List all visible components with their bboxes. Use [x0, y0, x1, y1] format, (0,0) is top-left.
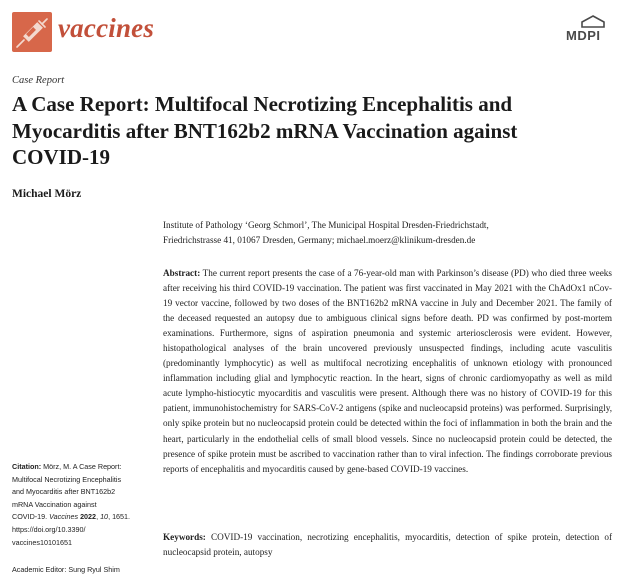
citation-line: Multifocal Necrotizing Encephalitis	[12, 474, 122, 484]
citation-year: 2022	[80, 512, 97, 522]
title-line: Myocarditis after BNT162b2 mRNA Vaccination against	[12, 118, 518, 143]
title-line: A Case Report: Multifocal Necrotizing Encephalitis and	[12, 92, 513, 116]
keywords	[163, 530, 612, 560]
affiliation-line: Institute of Pathology ‘Georg Schmorl’, The Municipal Hospital Dresden-Friedrichstadt,	[163, 220, 489, 230]
article-title	[12, 91, 592, 171]
citation-block: Citation: Mörz, M. A Case Report: Multifocal Necrotizing Encephalitis and Myocarditis after BNT162b2 mRNA Vaccination against COVID-19. Vaccines 2022, 10, 1651. https://doi.org/10.3390/ vaccines10101651	[12, 461, 152, 549]
citation-page: 1651.	[112, 512, 131, 522]
journal-name: vaccines	[58, 13, 155, 43]
author-name: Michael Mörz	[12, 188, 82, 200]
abstract-text: The current report presents the case of a 76-year-old man with Parkinson’s disease (PD) who died three weeks after receiving his third COVID-19 vaccination. The patient was first vaccinated in May 2021 with the ChAdOx1 nCov-19 vector vaccine, followed by two doses of the BNT162b2 mRNA vaccine in July and December 2021. The family of the deceased requested an autopsy due to ambiguous clinical signs before death. PD was confirmed by post-mortem examinations. Furthermore, signs of aspiration pneumonia and systemic arteriosclerosis were evident. However, histopathological analyses of the brain uncovered previously unsuspected findings, including acute vasculitis (predominantly lymphocytic) as well as multifocal necrotizing encephalitis of unknown etiology with pronounced inflammation including glial and lymphocytic reaction. In the heart, signs of chronic cardiomyopathy as well as mild acute lympho-histiocytic myocarditis and vasculitis were present. Although there was no history of COVID-19 for this patient, immunohistochemistry for SARS-CoV-2 antigens (spike and nucleocapsid proteins) was performed. Surprisingly, only spike protein but no nucleocapsid protein could be detected within the foci of inflammation in both the brain and the heart, particularly in the endothelial cells of small blood vessels. Since no nucleocapsid protein could be detected, the presence of spike protein must be ascribed to vaccination rather than to viral infection. The findings corroborate previous reports of encephalitis and myocarditis caused by gene-based COVID-19 vaccines.	[163, 268, 612, 474]
affiliation	[163, 218, 623, 248]
citation-doi-link[interactable]: vaccines10101651	[12, 537, 72, 547]
citation-volume: 10	[100, 512, 109, 522]
citation-line: COVID-19.	[12, 512, 48, 522]
abstract-label: Abstract:	[163, 268, 201, 278]
vaccines-logo-icon	[12, 12, 52, 52]
abstract	[163, 266, 612, 477]
mdpi-logo-text: MDPI	[566, 28, 601, 43]
citation-journal: Vaccines	[49, 512, 79, 522]
article-type: Case Report	[12, 75, 65, 86]
title-line: COVID-19	[12, 145, 110, 169]
citation-line: Mörz, M. A Case Report:	[41, 462, 122, 471]
citation-line: mRNA Vaccination against	[12, 499, 97, 509]
citation-line: and Myocarditis after BNT162b2	[12, 487, 116, 497]
citation-label: Citation:	[12, 462, 42, 471]
academic-editor: Academic Editor: Sung Ryul Shim	[12, 565, 120, 574]
affiliation-line: Friedrichstrasse 41, 01067 Dresden, Germany; michael.moerz@klinikum-dresden.de	[163, 235, 476, 245]
keywords-text: COVID-19 vaccination, necrotizing encephalitis, myocarditis, detection of spike protein, detection of nucleocapsid protein, autopsy	[163, 532, 612, 557]
citation-doi-link[interactable]: https://doi.org/10.3390/	[12, 524, 86, 534]
keywords-label: Keywords:	[163, 532, 206, 542]
journal-header	[0, 0, 638, 60]
